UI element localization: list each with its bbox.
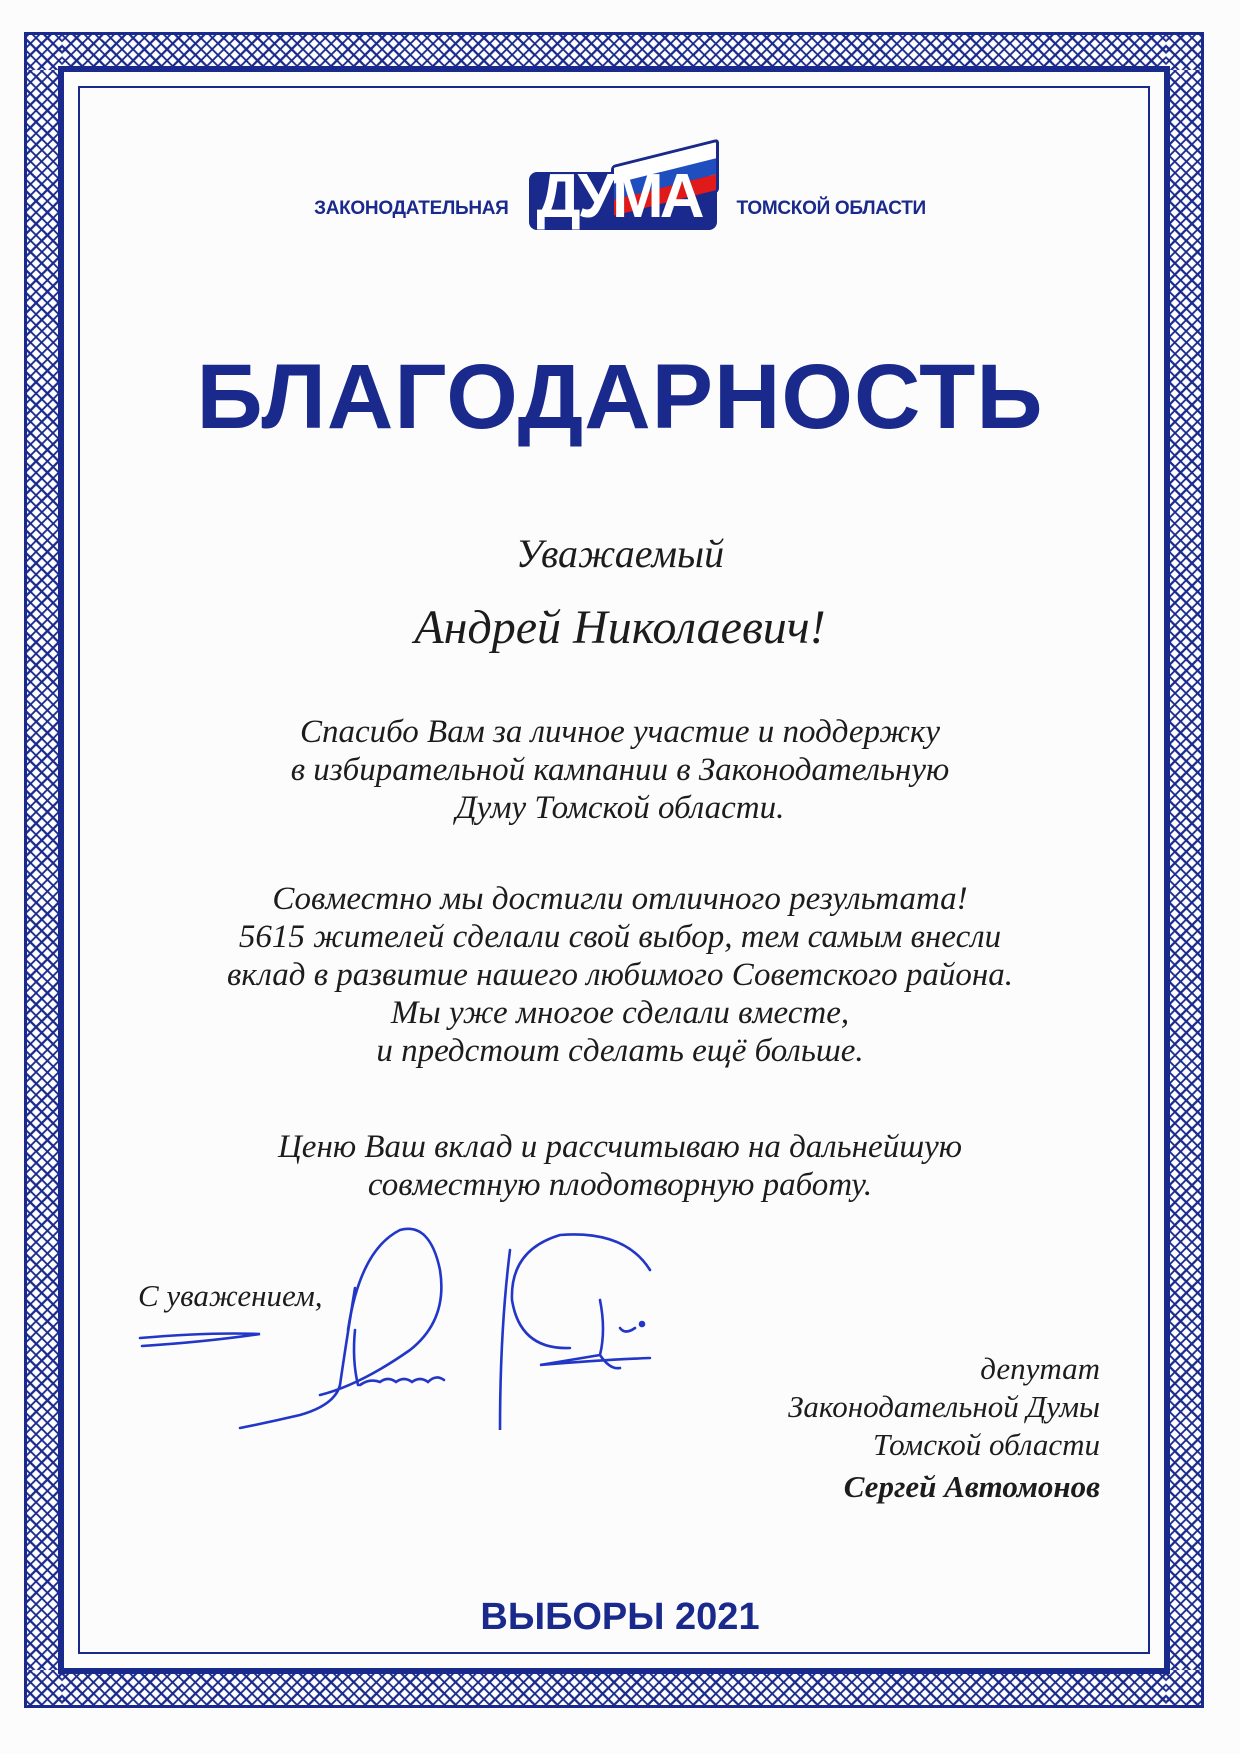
paragraph-line: Мы уже многое сделали вместе,	[390, 995, 850, 1031]
document-title: БЛАГОДАРНОСТЬ	[196, 346, 1044, 448]
paragraph-line: вклад в развитие нашего любимого Советского района.	[227, 957, 1013, 993]
paragraph-2	[0, 880, 1240, 1070]
signer-position-line: депутат	[980, 1351, 1100, 1386]
signature-dot	[640, 1322, 644, 1326]
paragraph-line: 5615 жителей сделали свой выбор, тем самым внесли	[238, 919, 1002, 955]
paragraph-line: и предстоит сделать ещё больше.	[376, 1033, 864, 1069]
paragraph-line: Совместно мы достигли отличного результата!	[272, 881, 968, 917]
paragraph-3	[0, 1128, 1240, 1204]
signer-name: Сергей Автомонов	[843, 1469, 1100, 1504]
signature-stroke	[360, 1377, 444, 1385]
paragraph-line: Спасибо Вам за личное участие и поддержку	[299, 714, 941, 750]
signer-block	[788, 1350, 1100, 1506]
logo-word: ДУМА	[536, 162, 701, 231]
recipient-name: Андрей Николаевич!	[414, 601, 826, 654]
paragraph-1	[0, 713, 1240, 827]
signature-stroke	[320, 1229, 441, 1395]
signature-stroke	[140, 1334, 260, 1347]
signature-stroke	[354, 1330, 358, 1385]
closing-regards: С уважением,	[138, 1278, 323, 1313]
paragraph-line: Ценю Ваш вклад и рассчитываю на дальнейшую	[277, 1129, 963, 1165]
footer-elections: ВЫБОРЫ 2021	[480, 1596, 760, 1638]
signer-position-line: Томской области	[872, 1427, 1100, 1462]
signature-stroke	[500, 1250, 510, 1430]
logo-text-right: ТОМСКОЙ ОБЛАСТИ	[736, 198, 926, 219]
signature-stroke	[620, 1328, 635, 1332]
signer-position-line: Законодательной Думы	[788, 1389, 1100, 1424]
salutation: Уважаемый	[515, 531, 725, 576]
paragraph-line: Думу Томской области.	[455, 790, 785, 826]
logo-text-left: ЗАКОНОДАТЕЛЬНАЯ	[314, 198, 509, 219]
paragraph-line: в избирательной кампании в Законодательную	[290, 752, 950, 788]
signature-stroke	[240, 1288, 355, 1428]
duma-logo-header	[0, 150, 1240, 230]
signature-stroke	[540, 1300, 650, 1365]
duma-logo-icon	[523, 150, 723, 230]
paragraph-line: совместную плодотворную работу.	[367, 1167, 873, 1203]
